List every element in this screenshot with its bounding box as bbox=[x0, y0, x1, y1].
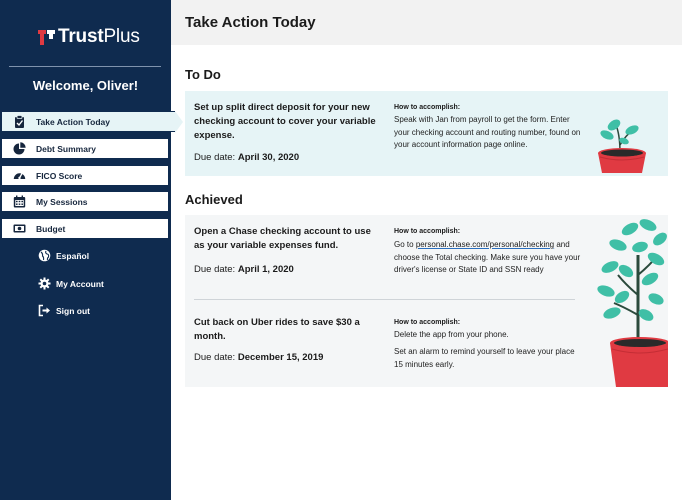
sidebar-link-label: Español bbox=[56, 251, 90, 261]
sidebar-item-label: Budget bbox=[36, 223, 66, 234]
achieved-card bbox=[185, 215, 668, 387]
task-title: Cut back on Uber rides to save $30 a month. bbox=[194, 317, 360, 342]
sidebar-link-espanol[interactable] bbox=[0, 247, 171, 265]
task-title: Open a Chase checking account to use as your variable expenses fund. bbox=[194, 226, 371, 251]
sidebar-link-label: Sign out bbox=[56, 306, 90, 316]
sidebar-link-my-account[interactable] bbox=[0, 275, 171, 293]
how-to-title: How to accomplish: bbox=[394, 104, 461, 111]
globe-icon bbox=[38, 249, 51, 262]
sidebar bbox=[0, 0, 171, 500]
sidebar-item-fico-score[interactable] bbox=[1, 165, 169, 186]
how-to-title: How to accomplish: bbox=[394, 319, 461, 326]
sidebar-item-label: FICO Score bbox=[36, 170, 83, 181]
sidebar-item-debt-summary[interactable] bbox=[1, 138, 169, 159]
page-title: Take Action Today bbox=[185, 14, 316, 31]
sidebar-divider bbox=[9, 66, 161, 67]
gear-icon bbox=[38, 277, 51, 290]
how-to-text: Speak with Jan from payroll to get the form. Enter your checking account and routing number, found on your account information page online. bbox=[394, 115, 581, 149]
welcome-message: Welcome, Oliver! bbox=[32, 78, 139, 93]
how-to-text: Set an alarm to remind yourself to leave your place 15 minutes early. bbox=[394, 347, 575, 369]
task-title: Set up split direct deposit for your new checking account to cover your variable expense. bbox=[194, 102, 376, 141]
sidebar-link-sign-out[interactable] bbox=[0, 302, 171, 320]
tree-plant-illustration bbox=[590, 215, 668, 387]
page-header bbox=[171, 0, 682, 45]
money-icon bbox=[13, 222, 26, 235]
sidebar-item-label: Debt Summary bbox=[36, 143, 96, 154]
speedometer-icon bbox=[13, 169, 26, 182]
item-divider bbox=[194, 299, 575, 300]
due-date: Due date: April 30, 2020 bbox=[194, 152, 300, 163]
todo-heading: To Do bbox=[185, 67, 221, 82]
sign-out-icon bbox=[38, 304, 51, 317]
how-to-title: How to accomplish: bbox=[394, 228, 461, 235]
sidebar-item-budget[interactable] bbox=[1, 218, 169, 239]
logo-mark-icon bbox=[38, 28, 56, 46]
sidebar-link-label: My Account bbox=[56, 279, 104, 289]
due-date: Due date: April 1, 2020 bbox=[194, 264, 294, 275]
pie-chart-icon bbox=[13, 142, 26, 155]
achieved-heading: Achieved bbox=[185, 192, 243, 207]
sidebar-item-label: My Sessions bbox=[36, 196, 88, 207]
sidebar-item-take-action-today[interactable] bbox=[1, 111, 175, 132]
sidebar-item-label: Take Action Today bbox=[36, 116, 110, 127]
logo-text: TrustPlus bbox=[58, 26, 140, 47]
due-date: Due date: December 15, 2019 bbox=[194, 352, 324, 363]
potted-plant-illustration bbox=[590, 115, 654, 175]
todo-card bbox=[185, 91, 668, 176]
chase-checking-link[interactable]: personal.chase.com/personal/checking bbox=[415, 240, 555, 249]
how-to-text: Delete the app from your phone. bbox=[394, 330, 509, 339]
trustplus-logo[interactable] bbox=[38, 26, 140, 48]
clipboard-icon bbox=[13, 115, 26, 128]
sidebar-item-my-sessions[interactable] bbox=[1, 191, 169, 212]
how-to-text: Go to personal.chase.com/personal/checking and choose the Total checking. Make sure you have your driver's license or State ID and SSN ready bbox=[394, 240, 581, 274]
calendar-icon bbox=[13, 195, 26, 208]
